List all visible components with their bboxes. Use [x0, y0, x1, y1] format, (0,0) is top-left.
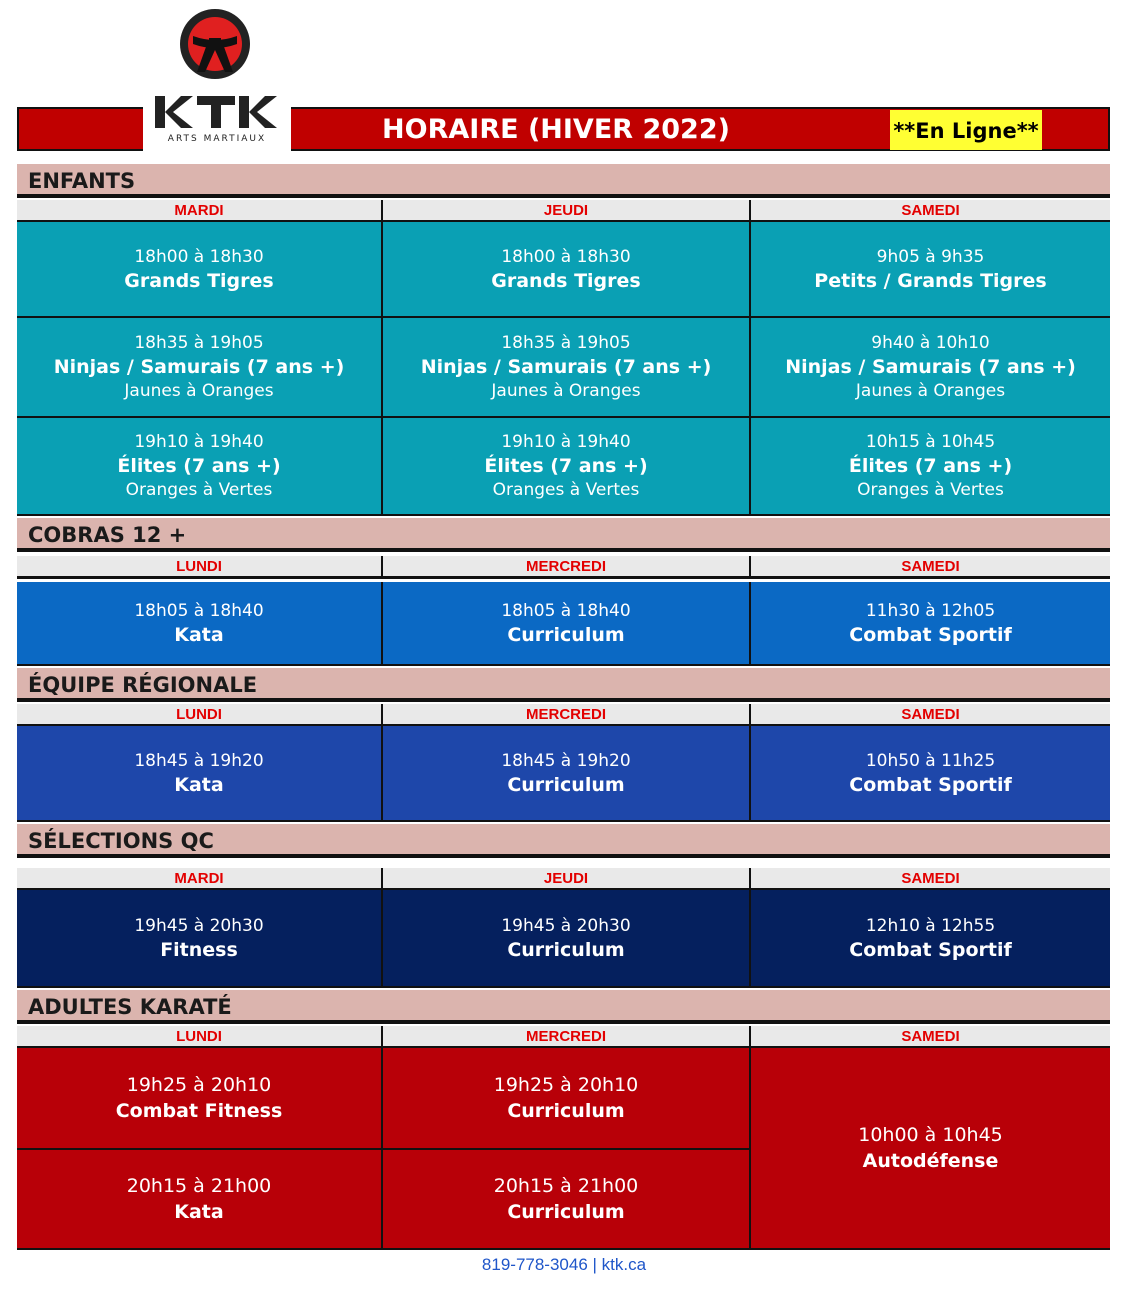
slot-time: 18h05 à 18h40 [134, 601, 264, 621]
logo-subtitle: ARTS MARTIAUX [167, 134, 267, 144]
slot-name: Combat Fitness [115, 1100, 283, 1122]
slot-time: 20h15 à 21h00 [126, 1175, 272, 1197]
slot-name: Curriculum [507, 774, 625, 796]
section-title: ADULTES KARATÉ [17, 990, 1110, 1024]
day-header: MERCREDI [383, 1026, 751, 1048]
slot-name: Élites (7 ans +) [848, 454, 1013, 477]
class-slot[interactable] [383, 1048, 751, 1150]
section-title: SÉLECTIONS QC [17, 824, 1110, 858]
day-header: LUNDI [17, 556, 383, 578]
class-slot[interactable] [751, 222, 1110, 318]
class-slot[interactable] [383, 222, 751, 318]
slot-time: 11h30 à 12h05 [865, 601, 996, 621]
class-slot[interactable] [383, 318, 751, 418]
slot-name: Ninjas / Samurais (7 ans +) [420, 355, 712, 378]
slot-time: 19h25 à 20h10 [126, 1074, 272, 1096]
online-badge: **En Ligne** [890, 110, 1042, 150]
slot-level: Oranges à Vertes [125, 479, 273, 500]
slot-time: 18h45 à 19h20 [134, 751, 264, 771]
class-slot[interactable] [751, 1048, 1110, 1250]
slot-name: Fitness [160, 939, 238, 961]
class-slot[interactable] [751, 418, 1110, 516]
class-slot[interactable] [383, 418, 751, 516]
class-slot[interactable] [17, 1048, 383, 1150]
day-header: LUNDI [17, 704, 383, 726]
day-header: JEUDI [383, 200, 751, 222]
footer-contact[interactable]: 819-778-3046 | ktk.ca [481, 1255, 647, 1274]
slot-name: Combat Sportif [849, 939, 1012, 961]
slot-time: 18h35 à 19h05 [501, 332, 631, 353]
day-header: SAMEDI [751, 200, 1110, 222]
day-header: LUNDI [17, 1026, 383, 1048]
class-slot[interactable] [751, 726, 1110, 822]
class-slot[interactable] [17, 890, 383, 988]
class-slot[interactable] [17, 418, 383, 516]
day-row-divider [17, 576, 1110, 579]
slot-name: Curriculum [507, 1201, 625, 1223]
day-header: MARDI [17, 200, 383, 222]
slot-level: Oranges à Vertes [492, 479, 640, 500]
slot-time: 9h40 à 10h10 [871, 332, 990, 353]
slot-time: 20h15 à 21h00 [493, 1175, 639, 1197]
slot-time: 10h50 à 11h25 [865, 751, 996, 771]
slot-name: Combat Sportif [849, 624, 1012, 646]
slot-name: Ninjas / Samurais (7 ans +) [785, 355, 1076, 378]
day-header: SAMEDI [751, 704, 1110, 726]
slot-time: 18h00 à 18h30 [501, 247, 631, 267]
day-header: MERCREDI [383, 556, 751, 578]
header-bar-left [17, 107, 143, 151]
slot-name: Kata [174, 774, 224, 796]
class-slot[interactable] [383, 890, 751, 988]
slot-level: Jaunes à Oranges [491, 380, 641, 401]
day-header: JEUDI [383, 868, 751, 890]
class-slot[interactable] [17, 318, 383, 418]
page-title: HORAIRE (HIVER 2022) [382, 114, 730, 145]
slot-name: Combat Sportif [849, 774, 1012, 796]
slot-name: Curriculum [507, 939, 625, 961]
section-title: COBRAS 12 + [17, 518, 1110, 552]
day-header: SAMEDI [751, 868, 1110, 890]
slot-time: 9h05 à 9h35 [876, 247, 985, 267]
class-slot[interactable] [383, 1150, 751, 1250]
slot-time: 18h05 à 18h40 [501, 601, 631, 621]
slot-name: Kata [174, 624, 224, 646]
slot-time: 10h00 à 10h45 [858, 1124, 1003, 1146]
slot-name: Grands Tigres [491, 270, 641, 292]
ktk-logo [143, 0, 291, 152]
slot-time: 19h10 à 19h40 [134, 431, 264, 452]
class-slot[interactable] [751, 318, 1110, 418]
class-slot[interactable] [383, 582, 751, 666]
section-title: ÉQUIPE RÉGIONALE [17, 668, 1110, 702]
slot-time: 12h10 à 12h55 [865, 916, 996, 936]
class-slot[interactable] [383, 726, 751, 822]
slot-name: Grands Tigres [124, 270, 274, 292]
slot-time: 18h00 à 18h30 [134, 247, 264, 267]
class-slot[interactable] [17, 726, 383, 822]
slot-time: 18h35 à 19h05 [134, 332, 264, 353]
logo-emblem [143, 0, 291, 152]
slot-level: Jaunes à Oranges [855, 380, 1006, 401]
day-header: MARDI [17, 868, 383, 890]
slot-name: Curriculum [507, 624, 625, 646]
slot-level: Oranges à Vertes [857, 479, 1004, 500]
class-slot[interactable] [751, 582, 1110, 666]
slot-time: 18h45 à 19h20 [501, 751, 631, 771]
slot-time: 19h45 à 20h30 [501, 916, 631, 936]
section-title: ENFANTS [17, 164, 1110, 198]
slot-name: Élites (7 ans +) [484, 454, 648, 477]
class-slot[interactable] [751, 890, 1110, 988]
slot-time: 19h10 à 19h40 [501, 431, 631, 452]
slot-name: Élites (7 ans +) [117, 454, 281, 477]
day-header: MERCREDI [383, 704, 751, 726]
slot-name: Kata [174, 1201, 224, 1223]
slot-name: Ninjas / Samurais (7 ans +) [53, 355, 345, 378]
slot-level: Jaunes à Oranges [124, 380, 274, 401]
slot-time: 19h45 à 20h30 [134, 916, 264, 936]
slot-name: Petits / Grands Tigres [814, 270, 1047, 292]
day-header: SAMEDI [751, 556, 1110, 578]
slot-time: 19h25 à 20h10 [493, 1074, 639, 1096]
slot-time: 10h15 à 10h45 [865, 431, 996, 452]
class-slot[interactable] [17, 222, 383, 318]
class-slot[interactable] [17, 582, 383, 666]
class-slot[interactable] [17, 1150, 383, 1250]
day-header: SAMEDI [751, 1026, 1110, 1048]
slot-name: Autodéfense [862, 1150, 999, 1172]
slot-name: Curriculum [507, 1100, 625, 1122]
